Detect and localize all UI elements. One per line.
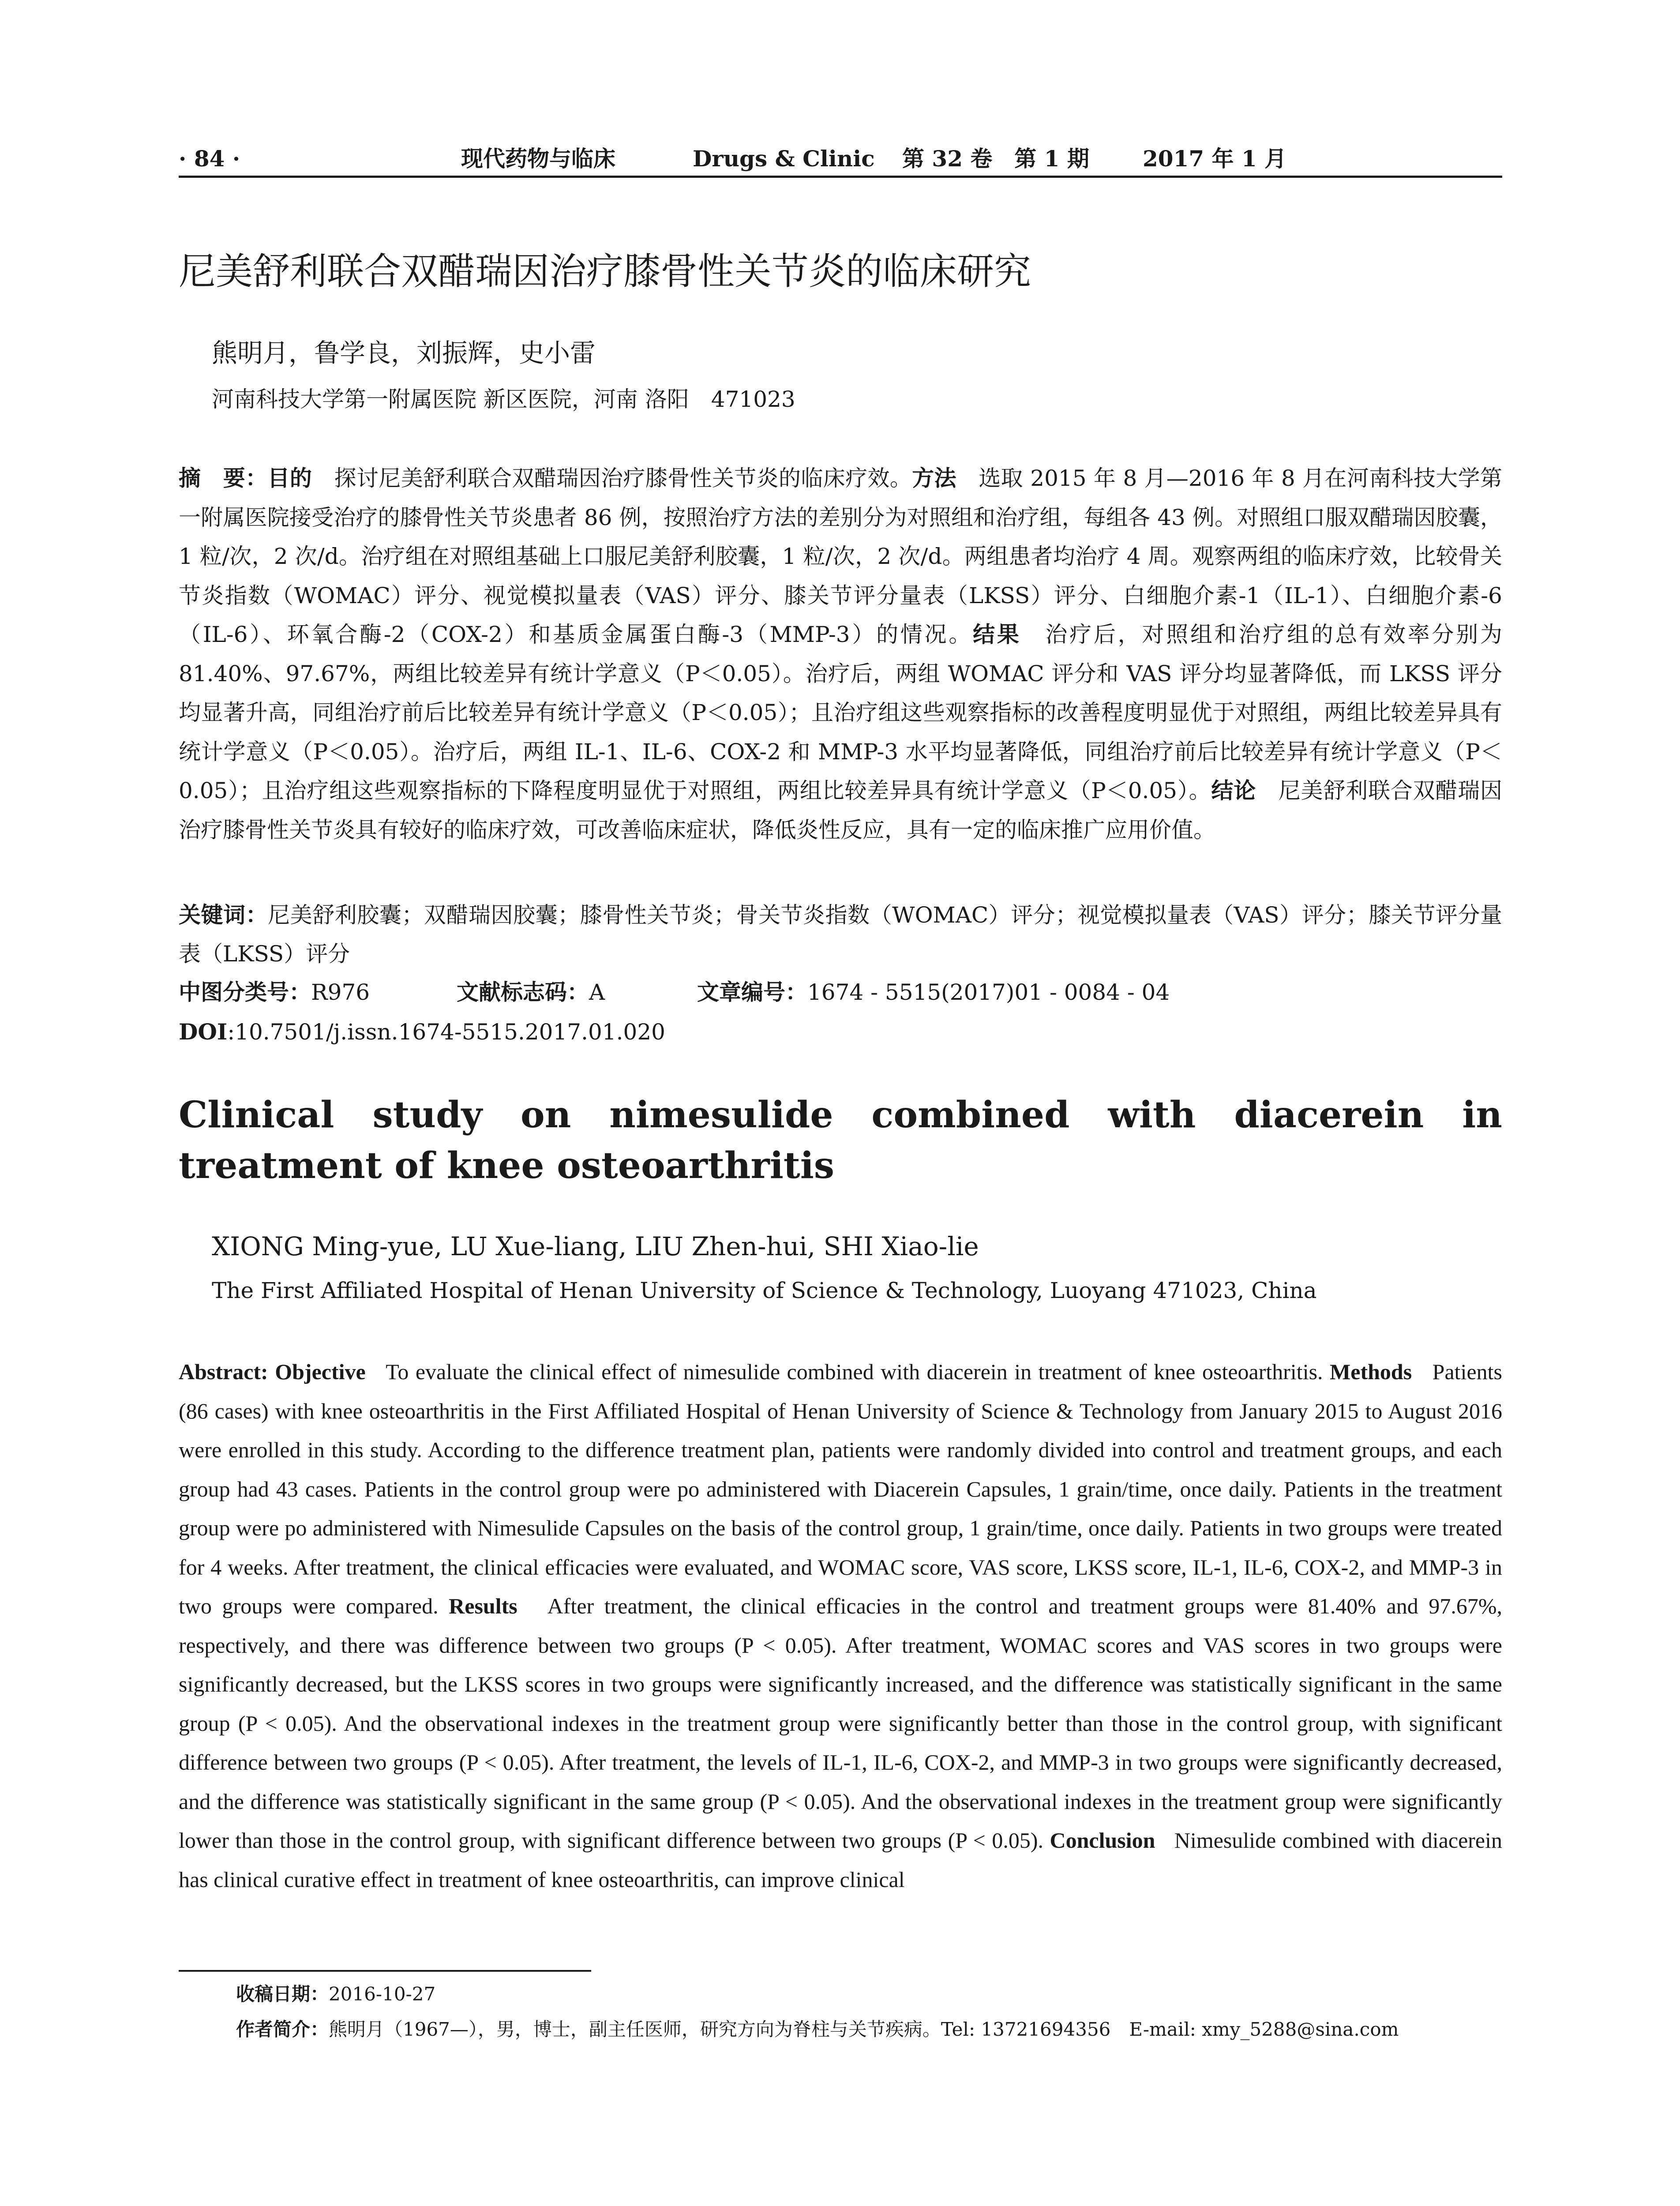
article-no-label: 文章编号： (697, 979, 807, 1005)
abstract-cn (179, 459, 1502, 849)
received-value: 2016-10-27 (329, 1983, 436, 2005)
conclusion-text-cn: 尼美舒利联合双醋瑞因治疗膝骨性关节炎具有较好的临床疗效，可改善临床症状，降低炎性反应，具有一定的临床推广应用价值。 (179, 778, 1503, 843)
methods-text-en: Patients (86 cases) with knee osteoarthritis in the First Affiliated Hospital of Henan University of Science & Technology from January 2015 to August 2016 were enrolled in this study. According to the difference treatment plan, patients were randomly divided into control and treatment groups, and each group had 43 cases. Patients in the control group were po administered with Diacerein Capsules, 1 grain/time, once daily. Patients in the treatment group were po administered with Nimesulide Capsules on the basis of the control group, 1 grain/time, once daily. Patients in two groups were treated for 4 weeks. After treatment, the clinical efficacies were evaluated, and WOMAC score, VAS score, LKSS score, IL-1, IL-6, COX-2, and MMP-3 in two groups were compared. (179, 1359, 1502, 1618)
affiliation-cn: 河南科技大学第一附属医院 新区医院，河南 洛阳 471023 (212, 386, 795, 412)
page-number: · 84 · (179, 146, 240, 172)
keywords-label-cn: 关键词： (179, 902, 268, 928)
authors-en: XIONG Ming-yue, LU Xue-liang, LIU Zhen-hui, SHI Xiao-lie (212, 1231, 979, 1261)
methods-label-cn: 方法 (912, 465, 956, 491)
clc-group (179, 973, 370, 1012)
objective-text-en: To evaluate the clinical effect of nimesulide combined with diacerein in treatment of knee osteoarthritis. (386, 1359, 1323, 1384)
keywords-cn (179, 896, 1502, 973)
results-label-cn: 结果 (973, 622, 1021, 647)
objective-label-en: Objective (275, 1359, 366, 1384)
doi-value: :10.7501/j.issn.1674-5515.2017.01.020 (227, 1019, 665, 1045)
received-label: 收稿日期： (236, 1983, 329, 2005)
author-bio-label: 作者简介： (236, 2018, 329, 2040)
results-label-en: Results (449, 1594, 518, 1618)
doi-label: DOI (179, 1019, 228, 1045)
clc-value: R976 (311, 979, 370, 1005)
affiliation-en: The First Affiliated Hospital of Henan University of Science & Technology, Luoyang 471023, China (212, 1278, 1317, 1303)
footnotes (236, 1977, 1502, 2047)
doc-code-value: A (589, 979, 605, 1005)
volume-issue: 第 32 卷 第 1 期 (902, 146, 1089, 172)
received-date-line (236, 1977, 1502, 2012)
doi-line (179, 1013, 665, 1051)
journal-name-cn: 现代药物与临床 (461, 146, 615, 172)
issue-date: 2017 年 1 月 (1143, 146, 1287, 172)
abstract-en (179, 1352, 1502, 1899)
footnote-rule (179, 1970, 591, 1972)
methods-label-en: Methods (1330, 1359, 1412, 1384)
article-no-value: 1674 - 5515(2017)01 - 0084 - 04 (807, 979, 1170, 1005)
conclusion-label-en: Conclusion (1050, 1828, 1155, 1853)
author-bio-line (236, 2012, 1502, 2047)
clc-label: 中图分类号： (179, 979, 311, 1005)
header-rule (179, 176, 1502, 178)
keywords-text-cn: 尼美舒利胶囊；双醋瑞因胶囊；膝骨性关节炎；骨关节炎指数（WOMAC）评分；视觉模拟量表（VAS）评分；膝关节评分量表（LKSS）评分 (179, 902, 1502, 967)
classification-line (179, 973, 1502, 1012)
authors-cn: 熊明月，鲁学良，刘振辉，史小雷 (212, 338, 596, 368)
running-header (179, 143, 1502, 174)
doc-code-group (457, 973, 605, 1012)
journal-name-en: Drugs & Clinic (693, 146, 875, 172)
results-text-en: After treatment, the clinical efficacies in the control and treatment groups were 81.40% and 97.67%, respectively, and there was difference between two groups (P < 0.05). After treatment, WOMAC scores and VAS scores in two groups were significantly decreased, but the LKSS scores in two groups were significantly increased, and the difference was statistically significant in the same group (P < 0.05). And the observational indexes in the treatment group were significantly better than those in the control group, with significant difference between two groups (P < 0.05). After treatment, the levels of IL-1, IL-6, COX-2, and MMP-3 in two groups were significantly decreased, and the difference was statistically significant in the same group (P < 0.05). And the observational indexes in the treatment group were significantly lower than those in the control group, with significant difference between two groups (P < 0.05). (179, 1594, 1503, 1853)
objective-label-cn: 目的 (267, 465, 312, 491)
author-bio-value: 熊明月（1967—），男，博士，副主任医师，研究方向为脊柱与关节疾病。Tel: 13721694356 E-mail: xmy_5288@sina.com (329, 2018, 1399, 2040)
conclusion-text-en: Nimesulide combined with diacerein has clinical curative effect in treatment of knee osteoarthritis, can improve clinical (179, 1828, 1503, 1892)
doc-code-label: 文献标志码： (457, 979, 589, 1005)
article-no-group (697, 973, 1170, 1012)
results-text-cn: 治疗后，对照组和治疗组的总有效率分别为 81.40%、97.67%，两组比较差异有统计学意义（P＜0.05）。治疗后，两组 WOMAC 评分和 VAS 评分均显著降低，而 LKSS 评分均显著升高，同组治疗前后比较差异有统计学意义（P＜0.05）；且治疗组这些观察指标的改善程度明显优于对照组，两组比较差异具有统计学意义（P＜0.05）。治疗后，两组 IL-1、IL-6、COX-2 和 MMP-3 水平均显著降低，同组治疗前后比较差异有统计学意义（P＜0.05）；且治疗组这些观察指标的下降程度明显优于对照组，两组比较差异具有统计学意义（P＜0.05）。 (179, 622, 1503, 803)
conclusion-label-cn: 结论 (1211, 778, 1256, 803)
objective-text-cn: 探讨尼美舒利联合双醋瑞因治疗膝骨性关节炎的临床疗效。 (334, 465, 912, 491)
abstract-label-cn: 摘 要： (179, 465, 268, 491)
abstract-label-en: Abstract: (179, 1359, 268, 1384)
methods-text-cn: 选取 2015 年 8 月—2016 年 8 月在河南科技大学第一附属医院接受治疗的膝骨性关节炎患者 86 例，按照治疗方法的差别分为对照组和治疗组，每组各 43 例。对照组口服双醋瑞因胶囊，1 粒/次，2 次/d。治疗组在对照组基础上口服尼美舒利胶囊，1 粒/次，2 次/d。两组患者均治疗 4 周。观察两组的临床疗效，比较骨关节炎指数（WOMAC）评分、视觉模拟量表（VAS）评分、膝关节评分量表（LKSS）评分、白细胞介素-1（IL-1）、白细胞介素-6（IL-6）、环氧合酶-2（COX-2）和基质金属蛋白酶-3（MMP-3）的情况。 (179, 465, 1503, 647)
title-cn: 尼美舒利联合双醋瑞因治疗膝骨性关节炎的临床研究 (179, 250, 1031, 293)
title-en: Clinical study on nimesulide combined with diacerein in treatment of knee osteoarthritis (179, 1094, 1502, 1187)
